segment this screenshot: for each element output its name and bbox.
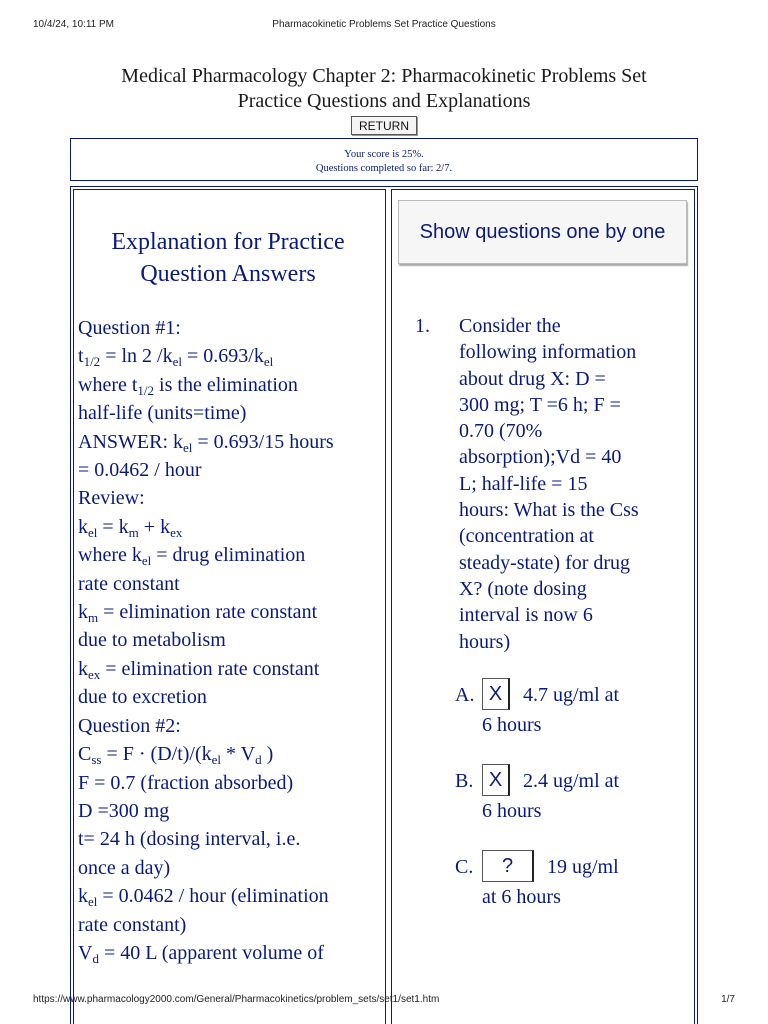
page-title-line1: Medical Pharmacology Chapter 2: Pharmacokinetic Problems Set [121,65,647,87]
explanation-text [78,314,378,967]
explanation-line [78,570,378,598]
explanation-segment: where k [78,544,142,567]
explanation-line [78,740,378,768]
explanation-subscript: el [141,553,152,569]
explanation-line [78,541,378,569]
explanation-line [78,854,378,882]
explanation-subscript: el [263,354,274,370]
explanation-line [78,598,378,626]
explanation-line [78,939,378,967]
question-text-line: X? (note dosing [459,577,587,600]
print-url: https://www.pharmacology2000.com/General/Pharmacokinetics/problem_sets/set1/set1.htm [33,994,440,1005]
explanation-segment: = k [97,515,129,538]
explanation-segment: F = 0.7 (fraction absorbed) [78,771,294,794]
explanation-segment: rate constant) [78,913,187,936]
explanation-subscript: el [88,894,98,910]
question-text-line: about drug X: D = [459,367,606,390]
question-text-line: L; half-life = 15 [459,472,588,495]
option-b-letter: B. [455,770,474,792]
print-page-number: 1/7 [721,994,735,1005]
explanation-line [78,825,378,853]
explanation-segment: + k [138,515,171,538]
option-b-answer-box[interactable]: X [482,764,510,796]
explanation-segment: C [78,743,92,766]
explanation-line [78,712,378,740]
option-b-text-line2: 6 hours [482,800,542,822]
explanation-line [78,683,378,711]
question-text-line: 300 mg; T =6 h; F = [459,393,621,416]
explanation-segment: is the elimination [154,373,298,396]
explanation-segment: half-life (units=time) [78,402,247,425]
explanation-line [78,882,378,910]
explanation-segment: = drug elimination [151,544,306,567]
explanation-subscript: d [255,752,262,768]
explanation-segment: * V [221,743,256,766]
question-text-line: Consider the [459,315,561,337]
option-a-answer-box[interactable]: X [482,678,510,710]
explanation-line [78,342,378,370]
explanation-line [78,371,378,399]
question-text-line: hours) [459,630,511,653]
explanation-heading-line2: Question Answers [140,261,316,287]
question-number: 1. [415,315,430,337]
explanation-segment: t= 24 h (dosing interval, i.e. [78,828,301,851]
explanation-segment: Question #1: [78,317,181,339]
explanation-subscript: el [211,752,222,768]
explanation-segment: = F · (D/t)/(k [101,743,212,766]
explanation-line [78,655,378,683]
option-a-letter: A. [455,684,475,706]
questions-completed-text: Questions completed so far: 2/7. [315,163,453,174]
explanation-segment: rate constant [78,572,180,595]
explanation-subscript: 1/2 [137,382,155,398]
explanation-subscript: el [183,439,193,455]
question-text-line: absorption);Vd = 40 [459,446,622,469]
explanation-segment: t [78,345,84,368]
explanation-line [78,456,378,484]
explanation-segment: k [78,515,88,538]
explanation-segment: = elimination rate constant [98,601,318,624]
question-text-line: interval is now 6 [459,604,593,627]
explanation-subscript: ex [170,524,183,540]
explanation-line [78,769,378,797]
explanation-subscript: 1/2 [83,354,101,370]
page-title-line2: Practice Questions and Explanations [237,90,531,112]
explanation-segment: due to metabolism [78,629,226,652]
explanation-segment: = 0.0462 / hour [78,459,202,482]
explanation-heading [78,226,378,290]
option-c-text-line2: at 6 hours [482,886,561,908]
option-b-text-line1: 2.4 ug/ml at [523,770,620,792]
explanation-line [78,399,378,427]
score-text: Your score is 25%. [344,149,424,160]
explanation-segment: Question #2: [78,714,181,737]
explanation-segment: = ln 2 /k [100,345,173,368]
explanation-line [78,911,378,939]
explanation-segment: = elimination rate constant [100,657,320,680]
explanation-segment: V [78,941,93,964]
explanation-segment: D =300 mg [78,799,170,822]
option-a-text-line1: 4.7 ug/ml at [523,684,620,706]
question-text-line: steady-state) for drug [459,551,631,574]
explanation-line [78,484,378,512]
option-c-letter: C. [455,856,474,878]
option-c-text-line1: 19 ug/ml [547,856,619,878]
explanation-line [78,513,378,541]
explanation-subscript: el [172,354,182,370]
explanation-segment: k [78,601,88,624]
explanation-subscript: m [88,610,99,626]
explanation-subscript: ss [91,752,102,768]
explanation-segment: Review: [78,487,145,510]
explanation-line [78,314,378,342]
explanation-line [78,626,378,654]
show-questions-one-by-one-button[interactable]: Show questions one by one [398,200,687,264]
print-document-title: Pharmacokinetic Problems Set Practice Questions [272,19,496,30]
explanation-segment: k [78,885,88,908]
explanation-segment: = 0.0462 / hour (elimination [97,885,329,908]
explanation-line [78,797,378,825]
explanation-segment: k [78,657,88,680]
explanation-segment: where t [78,373,138,396]
explanation-heading-line1: Explanation for Practice [111,229,345,255]
explanation-subscript: d [92,950,99,966]
explanation-segment: ANSWER: k [78,430,183,453]
question-text-line: 0.70 (70% [459,420,543,443]
page-title [70,64,698,114]
explanation-segment: = 40 L (apparent volume of [98,941,324,964]
option-a-text-line2: 6 hours [482,714,542,736]
question-text-line: following information [459,341,637,364]
explanation-line [78,428,378,456]
explanation-segment: = 0.693/15 hours [192,430,334,453]
explanation-subscript: ex [88,666,101,682]
explanation-segment: ) [261,743,274,766]
return-button[interactable]: RETURN [351,116,417,135]
question-text [459,313,673,655]
explanation-segment: once a day) [78,856,171,879]
print-datetime: 10/4/24, 10:11 PM [33,19,114,30]
explanation-segment: due to excretion [78,686,207,709]
explanation-subscript: el [88,524,98,540]
question-text-line: (concentration at [459,525,594,548]
explanation-segment: = 0.693/k [181,345,264,368]
score-panel [70,138,698,181]
explanation-subscript: m [128,524,139,540]
question-text-line: hours: What is the Css [459,499,639,522]
option-c-answer-box[interactable]: ? [482,850,534,882]
